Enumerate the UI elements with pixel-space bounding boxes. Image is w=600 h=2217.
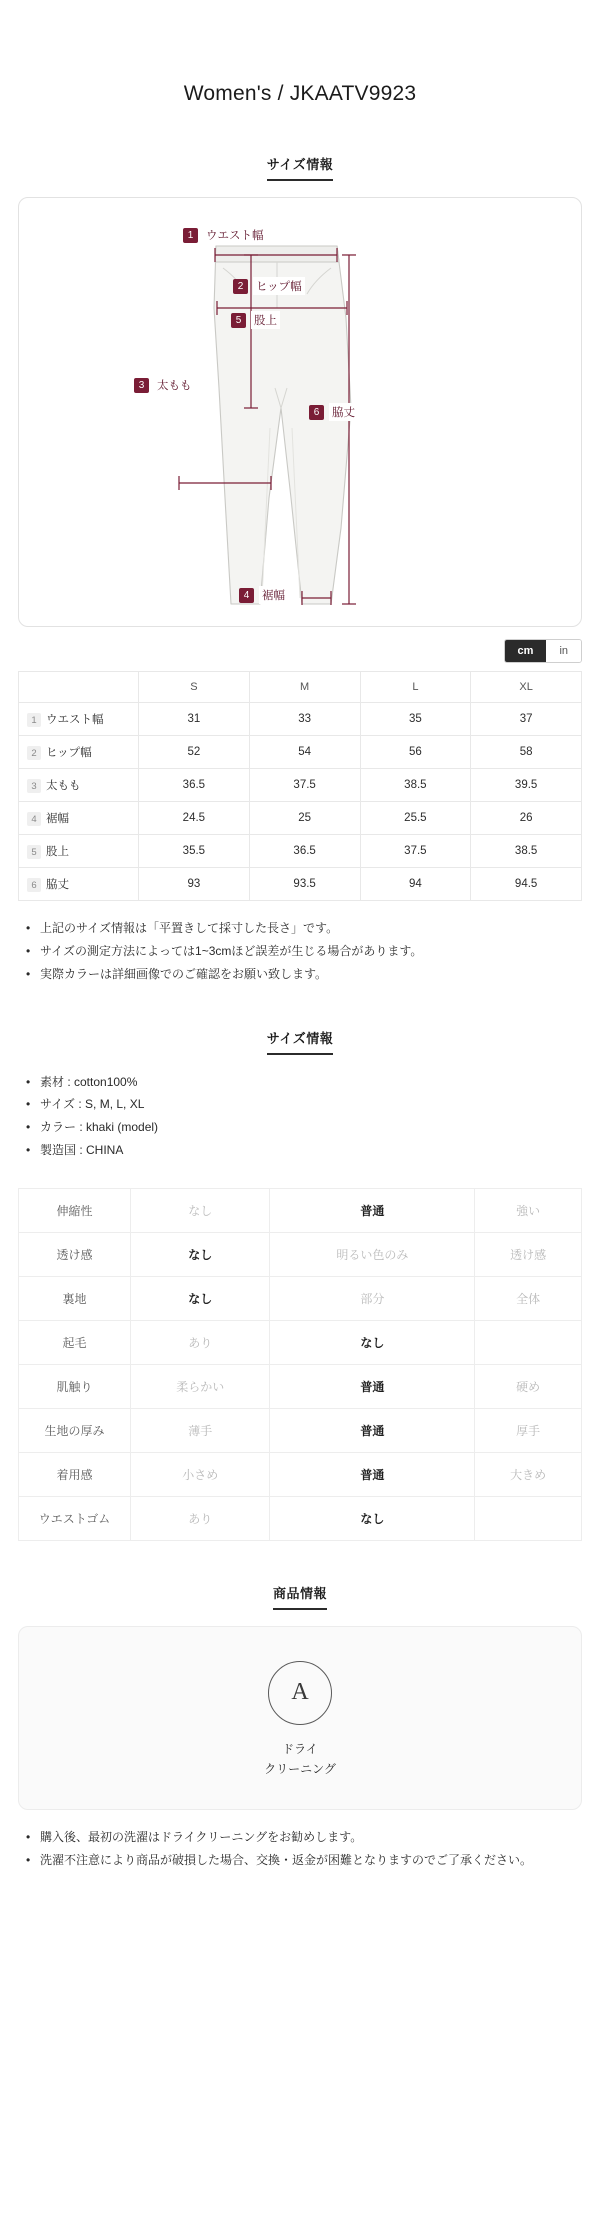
size-row-name: ウエスト幅 [46, 714, 104, 727]
section-heading-product-info [18, 1583, 582, 1610]
size-cell: 54 [249, 736, 360, 769]
attribute-option: 普通 [270, 1364, 475, 1408]
size-table-col-xl: XL [471, 672, 582, 703]
size-table [18, 671, 582, 901]
size-cell: 38.5 [471, 835, 582, 868]
diagram-label-number: 5 [231, 313, 246, 328]
spec-notes-list [18, 1071, 582, 1162]
attribute-name: 生地の厚み [19, 1408, 131, 1452]
diagram-label-number: 4 [239, 588, 254, 603]
diagram-label-number: 3 [134, 378, 149, 393]
table-row [19, 1188, 582, 1232]
size-cell: 33 [249, 703, 360, 736]
table-row [19, 703, 582, 736]
list-item: • 購入後、最初の洗濯はドライクリーニングをお勧めします。 [40, 1826, 582, 1849]
size-row-label [19, 868, 139, 901]
size-cell: 52 [139, 736, 250, 769]
attribute-option: なし [270, 1496, 475, 1540]
attribute-option: 厚手 [475, 1408, 582, 1452]
attribute-option: 普通 [270, 1452, 475, 1496]
diagram-label-thigh [134, 376, 195, 394]
list-item: • 製造国 : CHINA [40, 1139, 582, 1162]
attribute-name: ウエストゴム [19, 1496, 131, 1540]
page-title: Women's / JKAATV9923 [183, 82, 417, 106]
diagram-label-text: ヒップ幅 [253, 277, 305, 295]
size-cell: 38.5 [360, 769, 471, 802]
size-row-number: 4 [27, 812, 41, 826]
table-row [19, 1364, 582, 1408]
diagram-label-number: 1 [183, 228, 198, 243]
pants-illustration [19, 198, 582, 626]
section-heading-label: サイズ情報 [267, 1028, 333, 1055]
attribute-name: 裏地 [19, 1276, 131, 1320]
table-row [19, 1232, 582, 1276]
attribute-option: 薄手 [131, 1408, 270, 1452]
size-cell: 94 [360, 868, 471, 901]
diagram-label-rise [231, 311, 280, 329]
attribute-name: 伸縮性 [19, 1188, 131, 1232]
size-row-name: 脇丈 [46, 879, 69, 892]
table-row [19, 835, 582, 868]
attribute-table [18, 1188, 582, 1541]
size-cell: 36.5 [249, 835, 360, 868]
dry-clean-icon: A [268, 1661, 332, 1725]
list-item: • 上記のサイズ情報は「平置きして採寸した長さ」です。 [40, 917, 582, 940]
size-cell: 35.5 [139, 835, 250, 868]
size-row-name: 裾幅 [46, 813, 69, 826]
attribute-option: 強い [475, 1188, 582, 1232]
size-cell: 93.5 [249, 868, 360, 901]
size-row-label [19, 802, 139, 835]
list-item: • カラー : khaki (model) [40, 1116, 582, 1139]
size-cell: 37.5 [360, 835, 471, 868]
attribute-name: 着用感 [19, 1452, 131, 1496]
attribute-option: 普通 [270, 1408, 475, 1452]
attribute-option: 明るい色のみ [270, 1232, 475, 1276]
size-cell: 94.5 [471, 868, 582, 901]
care-label-line2: クリーニング [264, 1762, 336, 1777]
attribute-option: あり [131, 1320, 270, 1364]
size-row-label [19, 835, 139, 868]
diagram-label-number: 2 [233, 279, 248, 294]
size-row-name: 太もも [46, 780, 81, 793]
care-label [19, 1739, 581, 1780]
size-table-col-l: L [360, 672, 471, 703]
attribute-option: なし [270, 1320, 475, 1364]
unit-button-in[interactable]: in [546, 640, 581, 662]
table-row [19, 868, 582, 901]
attribute-option: 普通 [270, 1188, 475, 1232]
diagram-label-text: 裾幅 [259, 586, 288, 604]
section-heading-label: サイズ情報 [267, 154, 333, 181]
attribute-option: 硬め [475, 1364, 582, 1408]
size-table-col-s: S [139, 672, 250, 703]
list-item: • 素材 : cotton100% [40, 1071, 582, 1094]
attribute-option: なし [131, 1232, 270, 1276]
care-instruction-panel [18, 1626, 582, 1811]
table-row [19, 1496, 582, 1540]
size-row-label [19, 736, 139, 769]
diagram-label-side-length [309, 403, 358, 421]
table-row [19, 1452, 582, 1496]
size-row-label [19, 769, 139, 802]
care-notes-list [18, 1826, 582, 1872]
diagram-label-text: ウエスト幅 [203, 226, 267, 244]
attribute-option: 柔らかい [131, 1364, 270, 1408]
size-notes-list [18, 917, 582, 985]
size-cell: 37.5 [249, 769, 360, 802]
table-row [19, 1320, 582, 1364]
size-cell: 93 [139, 868, 250, 901]
diagram-label-text: 脇丈 [329, 403, 358, 421]
size-cell: 58 [471, 736, 582, 769]
size-cell: 31 [139, 703, 250, 736]
attribute-option: 全体 [475, 1276, 582, 1320]
attribute-option: 大きめ [475, 1452, 582, 1496]
list-item: • 実際カラーは詳細画像でのご確認をお願い致します。 [40, 963, 582, 986]
size-row-label [19, 703, 139, 736]
size-row-number: 6 [27, 878, 41, 892]
unit-button-cm[interactable]: cm [505, 640, 547, 662]
table-row [19, 802, 582, 835]
size-row-number: 1 [27, 713, 41, 727]
unit-toggle-row [18, 639, 582, 663]
list-item: • サイズ : S, M, L, XL [40, 1093, 582, 1116]
section-heading-label: 商品情報 [273, 1583, 327, 1610]
diagram-label-text: 股上 [251, 311, 280, 329]
size-cell: 56 [360, 736, 471, 769]
size-row-number: 3 [27, 779, 41, 793]
size-cell: 39.5 [471, 769, 582, 802]
attribute-option: 小さめ [131, 1452, 270, 1496]
attribute-option [475, 1496, 582, 1540]
section-heading-size-info [18, 154, 582, 181]
diagram-label-hem [239, 586, 288, 604]
size-row-number: 2 [27, 746, 41, 760]
list-item: • 洗濯不注意により商品が破損した場合、交換・返金が困難となりますのでご了承ください。 [40, 1849, 582, 1872]
attribute-option: あり [131, 1496, 270, 1540]
attribute-option [475, 1320, 582, 1364]
section-heading-size-info-2 [18, 1028, 582, 1055]
size-cell: 26 [471, 802, 582, 835]
size-row-name: ヒップ幅 [46, 747, 92, 760]
attribute-name: 起毛 [19, 1320, 131, 1364]
size-row-number: 5 [27, 845, 41, 859]
diagram-label-number: 6 [309, 405, 324, 420]
diagram-label-hip [233, 277, 305, 295]
care-label-line1: ドライ [282, 1741, 318, 1756]
size-diagram-panel [18, 197, 582, 627]
table-row [19, 1276, 582, 1320]
attribute-option: 部分 [270, 1276, 475, 1320]
table-row [19, 769, 582, 802]
attribute-name: 肌触り [19, 1364, 131, 1408]
product-size-page [0, 14, 600, 2217]
size-cell: 25.5 [360, 802, 471, 835]
size-cell: 25 [249, 802, 360, 835]
list-item: • サイズの測定方法によっては1~3cmほど誤差が生じる場合があります。 [40, 940, 582, 963]
size-cell: 35 [360, 703, 471, 736]
size-table-col-m: M [249, 672, 360, 703]
attribute-option: なし [131, 1276, 270, 1320]
table-row [19, 736, 582, 769]
diagram-label-text: 太もも [154, 376, 195, 394]
table-row [19, 1408, 582, 1452]
size-cell: 36.5 [139, 769, 250, 802]
size-table-corner [19, 672, 139, 703]
attribute-option: なし [131, 1188, 270, 1232]
unit-toggle[interactable] [504, 639, 582, 663]
attribute-name: 透け感 [19, 1232, 131, 1276]
size-table-header-row [19, 672, 582, 703]
size-cell: 24.5 [139, 802, 250, 835]
size-cell: 37 [471, 703, 582, 736]
attribute-option: 透け感 [475, 1232, 582, 1276]
size-row-name: 股上 [46, 846, 69, 859]
diagram-label-waist [183, 226, 267, 244]
